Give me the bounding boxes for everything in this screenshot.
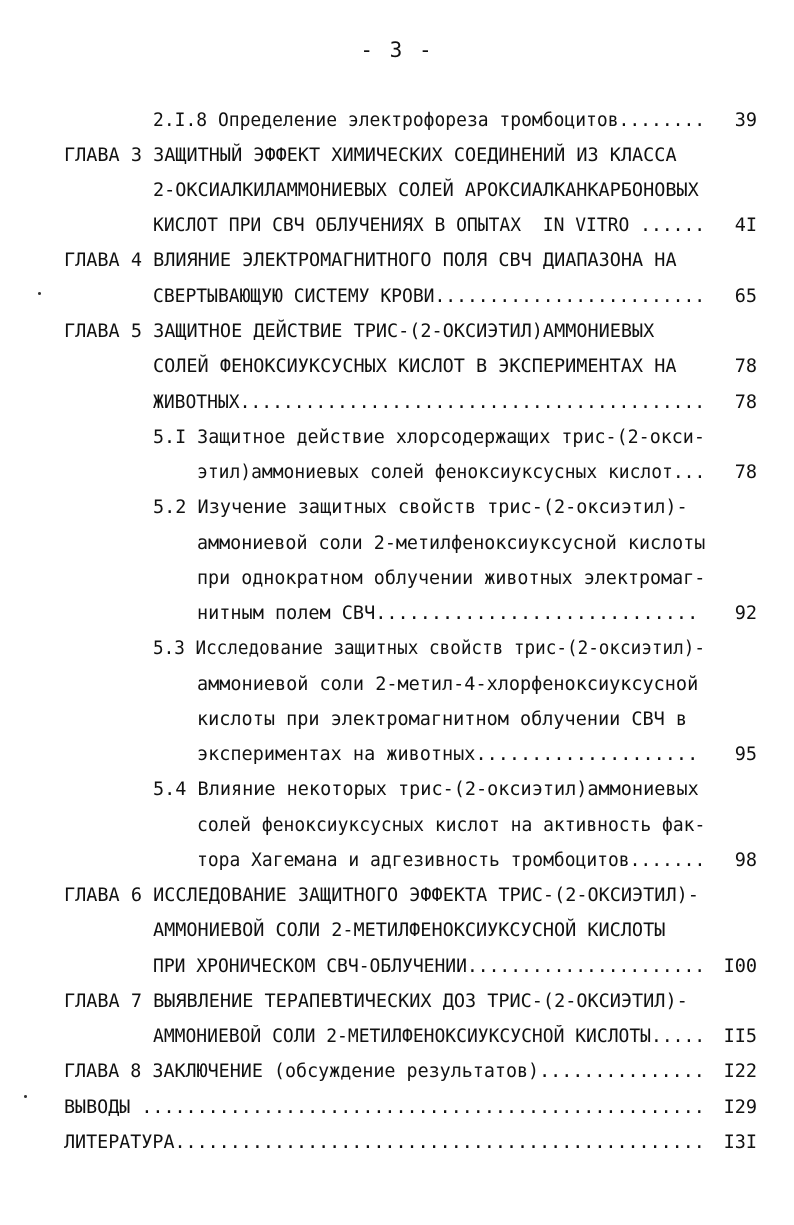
toc-line: тора Хагемана и адгезивность тромбоцитов....... <box>197 850 706 871</box>
toc-line: солей феноксиуксусных кислот на активность фак- <box>197 815 706 836</box>
toc-line: ГЛАВА 5 ЗАЩИТНОЕ ДЕЙСТВИЕ ТРИС-(2-ОКСИЭТИЛ)АММОНИЕВЫХ <box>64 321 655 342</box>
toc-line: ВЫВОДЫ ................................................... <box>64 1097 705 1118</box>
toc-page-number: 65 <box>734 286 757 307</box>
toc-line: 2-ОКСИАЛКИЛАММОНИЕВЫХ СОЛЕЙ АРОКСИАЛКАНКАРБОНОВЫХ <box>153 180 699 201</box>
toc-line: СОЛЕЙ ФЕНОКСИУКСУСНЫХ КИСЛОТ В ЭКСПЕРИМЕНТАХ НА <box>153 356 677 377</box>
scan-speck <box>38 292 41 295</box>
toc-line: кислоты при электромагнитном облучении СВЧ в <box>197 709 688 730</box>
toc-line: ГЛАВА 6 ИССЛЕДОВАНИЕ ЗАЩИТНОГО ЭФФЕКТА ТРИС-(2-ОКСИЭТИЛ)- <box>64 885 699 906</box>
toc-page-number: II5 <box>723 1026 757 1047</box>
toc-page-number: 98 <box>734 850 757 871</box>
page-number: - 3 - <box>360 38 434 62</box>
toc-line: ГЛАВА 4 ВЛИЯНИЕ ЭЛЕКТРОМАГНИТНОГО ПОЛЯ СВЧ ДИАПАЗОНА НА <box>64 250 677 271</box>
toc-line: ЖИВОТНЫХ........................................... <box>153 392 706 413</box>
toc-line: ГЛАВА 7 ВЫЯВЛЕНИЕ ТЕРАПЕВТИЧЕСКИХ ДОЗ ТРИС-(2-ОКСИЭТИЛ)- <box>64 991 688 1012</box>
toc-line: КИСЛОТ ПРИ СВЧ ОБЛУЧЕНИЯХ В ОПЫТАХ IN VITRO ...... <box>153 215 706 236</box>
toc-line: нитным полем СВЧ............................. <box>197 603 699 624</box>
toc-line: аммониевой соли 2-метилфеноксиуксусной кислоты <box>197 533 706 554</box>
toc-page-number: I3I <box>723 1132 757 1153</box>
toc-line: аммониевой соли 2-метил-4-хлорфеноксиуксусной <box>197 674 699 695</box>
toc-line: при однократном облучении животных электромаг- <box>197 568 706 589</box>
toc-line: 5.2 Изучение защитных свойств трис-(2-оксиэтил)- <box>153 497 688 518</box>
toc-line: 5.4 Влияние некоторых трис-(2-оксиэтил)аммониевых <box>153 779 699 800</box>
toc-line: этил)аммониевых солей феноксиуксусных кислот... <box>197 462 706 483</box>
toc-page-number: 78 <box>734 356 757 377</box>
toc-line: СВЕРТЫВАЮЩУЮ СИСТЕМУ КРОВИ......................... <box>153 286 706 307</box>
toc-line: 2.I.8 Определение электрофореза тромбоцитов........ <box>153 110 706 131</box>
toc-line: ЛИТЕРАТУРА................................................ <box>64 1132 705 1153</box>
toc-page-number: 78 <box>734 392 757 413</box>
toc-line: 5.I Защитное действие хлорсодержащих трис-(2-окси- <box>153 427 705 448</box>
toc-line: ПРИ ХРОНИЧЕСКОМ СВЧ-ОБЛУЧЕНИИ...................... <box>153 956 706 977</box>
toc-line: ГЛАВА 8 ЗАКЛЮЧЕНИЕ (обсуждение результатов)............... <box>64 1061 705 1082</box>
toc-line: 5.3 Исследование защитных свойств трис-(2-оксиэтил)- <box>153 638 705 659</box>
toc-page-number: 92 <box>734 603 757 624</box>
toc-line: АММОНИЕВОЙ СОЛИ 2-МЕТИЛФЕНОКСИУКСУСНОЙ КИСЛОТЫ <box>153 920 666 941</box>
toc-page-number: 4I <box>734 215 757 236</box>
toc-page-number: 95 <box>734 744 757 765</box>
toc-page-number: I29 <box>723 1097 757 1118</box>
toc-line: экспериментах на животных.................... <box>197 744 699 765</box>
toc-page-number: 39 <box>734 110 757 131</box>
toc-line: ГЛАВА 3 ЗАЩИТНЫЙ ЭФФЕКТ ХИМИЧЕСКИХ СОЕДИНЕНИЙ ИЗ КЛАССА <box>64 145 677 166</box>
scan-speck <box>24 1095 27 1098</box>
toc-line: АММОНИЕВОЙ СОЛИ 2-МЕТИЛФЕНОКСИУКСУСНОЙ КИСЛОТЫ..... <box>153 1026 706 1047</box>
toc-page-number: I22 <box>723 1061 757 1082</box>
toc-page-number: 78 <box>734 462 757 483</box>
toc-page-number: I00 <box>723 956 757 977</box>
